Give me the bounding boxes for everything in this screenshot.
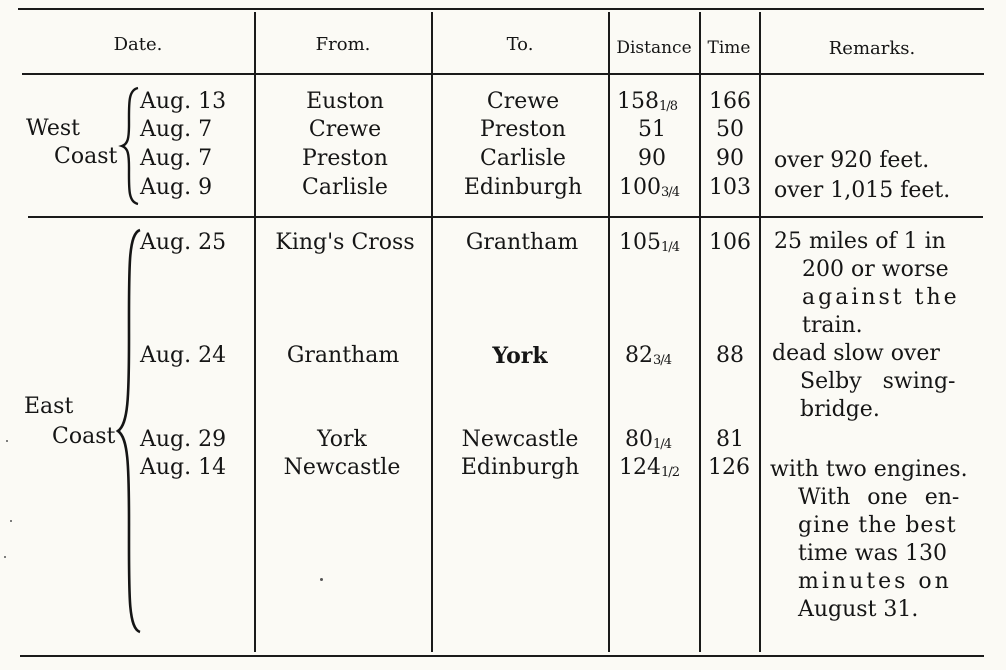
row-distance: [619, 177, 679, 199]
distance-integer: 100: [619, 175, 662, 200]
remark-line: time was 130: [798, 541, 947, 566]
header-rule: [22, 73, 984, 75]
row-distance: [619, 457, 679, 479]
row-to: Edinburgh: [460, 455, 580, 480]
header-time: Time: [707, 38, 751, 58]
remark-line: gine the best: [798, 513, 957, 538]
distance-integer: 124: [619, 455, 662, 480]
column-rule-distance-time: [699, 12, 701, 652]
row-to: Edinburgh: [463, 175, 583, 200]
row-from: Preston: [302, 146, 388, 171]
scan-speck: [4, 556, 6, 558]
row-distance: [625, 345, 671, 367]
row-from: Crewe: [308, 117, 382, 142]
distance-integer: 105: [619, 230, 662, 255]
row-date: Aug. 7: [140, 117, 213, 142]
remark-line: with two engines.: [770, 457, 968, 482]
remark-line: minutes on: [798, 569, 952, 594]
row-from: King's Cross: [275, 230, 415, 255]
distance-fraction: 1/4: [653, 437, 671, 452]
column-rule-to-distance: [608, 12, 610, 652]
row-date: Aug. 14: [140, 455, 227, 480]
row-date: Aug. 29: [140, 427, 227, 452]
header-to: To.: [506, 34, 534, 55]
remark-line: bridge.: [800, 397, 880, 422]
header-distance: Distance: [616, 38, 692, 58]
row-to: York: [492, 343, 548, 369]
top-rule: [18, 8, 984, 10]
west-coast-brace-icon: [120, 86, 140, 206]
group-label-east-coast: Coast: [52, 424, 116, 449]
east-coast-brace-icon: [116, 228, 142, 634]
row-distance: 90: [638, 146, 666, 171]
row-date: Aug. 13: [140, 89, 227, 114]
scan-speck: [10, 520, 12, 522]
row-from: Grantham: [286, 343, 400, 368]
column-rule-date-from: [254, 12, 256, 652]
row-distance: [619, 232, 679, 254]
distance-fraction: 1/8: [659, 99, 677, 114]
row-time: 50: [716, 117, 744, 142]
row-time: 103: [709, 175, 751, 200]
row-to: Preston: [480, 117, 566, 142]
column-rule-from-to: [431, 12, 433, 652]
remark-line: dead slow over: [772, 341, 940, 366]
row-from: Newcastle: [283, 455, 401, 480]
scan-speck: [320, 578, 323, 581]
row-date: Aug. 9: [140, 175, 213, 200]
remark-line: August 31.: [798, 597, 919, 622]
row-to: Crewe: [486, 89, 560, 114]
remark-line: 25 miles of 1 in: [774, 229, 946, 254]
distance-fraction: 3/4: [661, 185, 679, 200]
distance-integer: 80: [625, 427, 654, 452]
remark-line: train.: [802, 313, 863, 338]
column-rule-time-remarks: [759, 12, 761, 652]
row-date: Aug. 24: [140, 343, 227, 368]
distance-fraction: 1/2: [661, 465, 679, 480]
row-time: 90: [716, 146, 744, 171]
scan-speck: [6, 440, 8, 442]
row-distance: [625, 429, 671, 451]
row-time: 88: [716, 343, 744, 368]
group-label-west-coast: Coast: [54, 144, 118, 169]
header-remarks: Remarks.: [828, 38, 916, 59]
row-time: 126: [708, 455, 750, 480]
row-remark: over 1,015 feet.: [774, 178, 951, 203]
row-to: Newcastle: [461, 427, 579, 452]
bottom-rule: [20, 655, 984, 657]
row-date: Aug. 25: [140, 230, 227, 255]
remark-line: 200 or worse: [802, 257, 949, 282]
group-divider-rule: [28, 216, 983, 218]
remark-kings-cross: [774, 228, 982, 340]
remark-line: against the: [802, 285, 960, 310]
header-from: From.: [315, 34, 371, 55]
remark-newcastle: [770, 456, 982, 624]
row-date: Aug. 7: [140, 146, 213, 171]
row-to: Grantham: [465, 230, 579, 255]
row-remark: over 920 feet.: [774, 148, 930, 173]
distance-fraction: 3/4: [653, 353, 671, 368]
row-to: Carlisle: [480, 146, 566, 171]
distance-integer: 158: [617, 89, 660, 114]
group-label-west: West: [26, 116, 80, 141]
header-date: Date.: [113, 34, 163, 55]
remark-line: With one en-: [798, 485, 960, 510]
row-time: 166: [709, 89, 751, 114]
distance-fraction: 1/4: [661, 240, 679, 255]
row-distance: 51: [638, 117, 666, 142]
group-label-east: East: [24, 394, 74, 419]
row-from: Euston: [306, 89, 384, 114]
row-time: 106: [709, 230, 751, 255]
remark-line: Selby swing-: [800, 369, 956, 394]
distance-integer: 82: [625, 343, 654, 368]
row-from: Carlisle: [302, 175, 388, 200]
row-time: 81: [716, 427, 744, 452]
row-distance: [617, 91, 677, 113]
remark-grantham: [772, 340, 982, 424]
row-from: York: [317, 427, 367, 452]
